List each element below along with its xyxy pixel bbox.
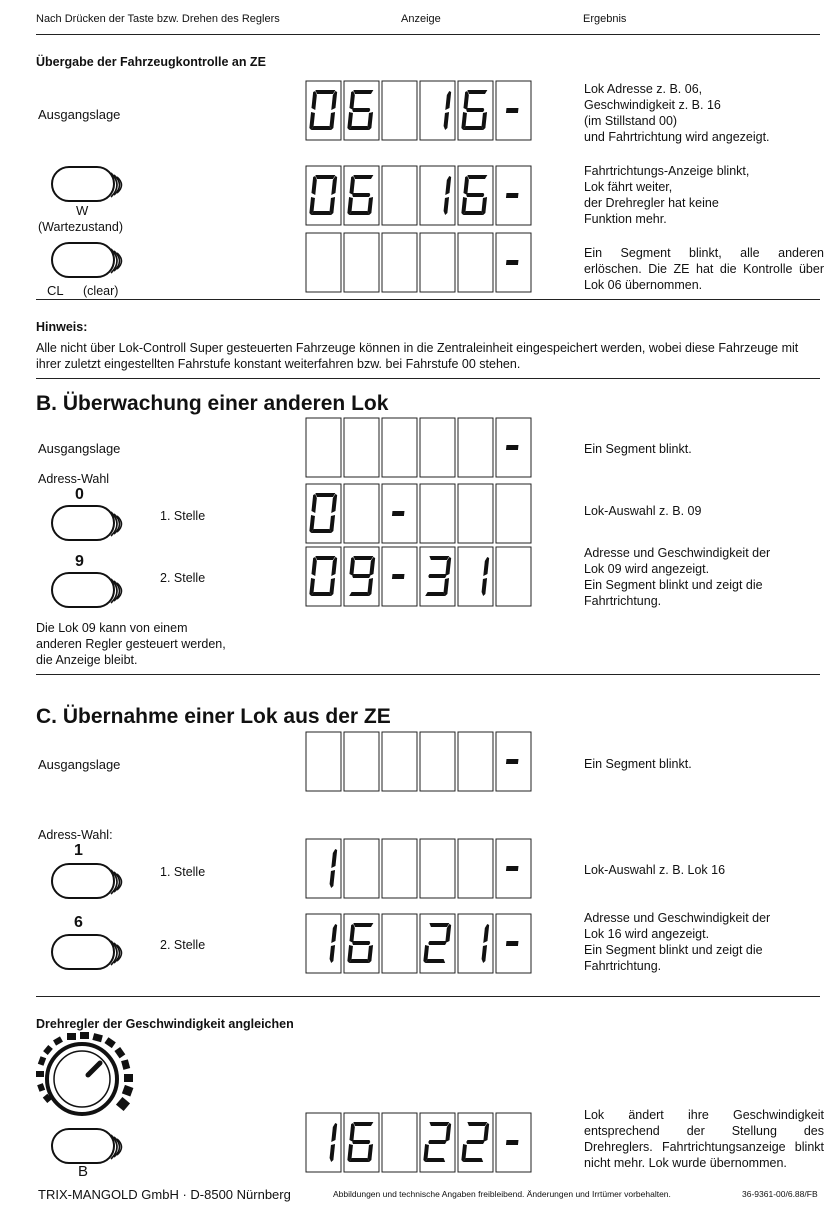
segment xyxy=(425,959,445,963)
segment xyxy=(311,592,331,596)
segment xyxy=(466,1140,484,1144)
segment xyxy=(315,175,335,179)
display-digit xyxy=(506,1140,519,1145)
display-cell xyxy=(306,233,341,292)
section-b-title: B. Überwachung einer anderen Lok xyxy=(36,392,389,415)
footer-disclaimer: Abbildungen und technische Angaben freibleibend. Änderungen und Irrtümer vorbehalten. xyxy=(333,1189,671,1199)
display-digit xyxy=(506,759,519,764)
hint-text: Alle nicht über Lok-Controll Super gesteuerten Fahrzeuge können in die Zentraleinheit eingespeichert werden, wobei diese Fahrzeuge mit ihrer zuletzt eingestellten Fahrstufe konstant weiterfahren bzw. bei Fahrstufe 00 stehen. xyxy=(36,341,799,371)
display-cell xyxy=(458,839,493,898)
knob-tick xyxy=(104,1037,115,1048)
display-digit xyxy=(506,108,519,113)
segment xyxy=(429,1122,449,1126)
segment xyxy=(349,1158,369,1162)
display-cell xyxy=(420,233,455,292)
display-cell xyxy=(420,484,455,543)
segment xyxy=(311,211,331,215)
segment xyxy=(392,511,405,516)
key-6-label: 6 xyxy=(74,914,83,931)
display-cell xyxy=(306,732,341,791)
section-c-title: C. Übernahme einer Lok aus der ZE xyxy=(36,705,391,728)
clear-button[interactable] xyxy=(50,240,126,287)
segment xyxy=(466,108,484,112)
result-a1: Fahrtrichtungs-Anzeige blinkt, Lok fährt weiter, der Drehregler hat keine Funktion mehr. xyxy=(584,164,750,226)
knob-tick xyxy=(92,1033,103,1042)
segment xyxy=(425,1158,445,1162)
display-a1 xyxy=(305,165,531,225)
clear-button-sublabel: (clear) xyxy=(83,284,119,298)
segment xyxy=(467,175,487,179)
display-a0 xyxy=(305,80,531,140)
knob-tick xyxy=(43,1045,53,1055)
segment xyxy=(506,108,519,113)
display-cell xyxy=(306,839,341,898)
display-cell xyxy=(344,484,379,543)
clear-button-label: CL xyxy=(47,283,64,298)
speed-knob[interactable] xyxy=(30,1030,138,1120)
knob-tick xyxy=(53,1036,63,1045)
segment xyxy=(315,90,335,94)
result-c0: Ein Segment blinkt. xyxy=(584,757,692,771)
display-cell xyxy=(306,81,341,140)
segment xyxy=(315,493,335,497)
display-cell xyxy=(420,81,455,140)
section-a-start-label: Ausgangslage xyxy=(38,107,121,122)
step-b1-label: 1. Stelle xyxy=(160,509,206,523)
display-cell xyxy=(382,166,417,225)
segment xyxy=(349,959,369,963)
display-cell xyxy=(382,839,417,898)
segment xyxy=(315,556,335,560)
display-digit xyxy=(392,574,405,579)
segment xyxy=(429,556,449,560)
knob-tick xyxy=(114,1047,125,1058)
display-cell xyxy=(382,914,417,973)
display-cell xyxy=(344,233,379,292)
knob-tick xyxy=(80,1032,89,1039)
display-digit xyxy=(506,260,519,265)
key-0-label: 0 xyxy=(75,486,84,503)
segment xyxy=(506,445,519,450)
display-digit xyxy=(506,866,519,871)
display-cell xyxy=(458,418,493,477)
section-b-start-label: Ausgangslage xyxy=(38,441,121,456)
display-cell xyxy=(306,484,341,543)
segment xyxy=(353,923,373,927)
w-button-label: W xyxy=(76,203,89,218)
header-col-action: Nach Drücken der Taste bzw. Drehen des Reglers xyxy=(36,13,280,25)
result-a2: Ein Segment blinkt, alle anderen erlöschen. Die ZE hat die Kontrolle über Lok 06 übernommen. xyxy=(584,246,824,292)
divider-c xyxy=(36,996,820,997)
section-b-address-label: Adress-Wahl xyxy=(38,472,110,486)
knob-tick xyxy=(121,1059,130,1070)
display-c2 xyxy=(305,913,531,973)
key-6-button[interactable] xyxy=(50,932,126,979)
result-b0: Ein Segment blinkt. xyxy=(584,442,692,456)
hint-title: Hinweis: xyxy=(36,320,88,334)
display-cell xyxy=(382,732,417,791)
result-a0: Lok Adresse z. B. 06, Geschwindigkeit z. B. 16 (im Stillstand 00) und Fahrtrichtung wird angezeigt. xyxy=(584,82,770,144)
knob-tick xyxy=(67,1033,76,1040)
divider-a xyxy=(36,299,820,300)
display-c0 xyxy=(305,731,531,791)
knob-tick xyxy=(38,1056,46,1066)
segment xyxy=(311,529,331,533)
display-cell xyxy=(306,1113,341,1172)
segment xyxy=(353,90,373,94)
footer-code: 36-9361-00/6.88/FB xyxy=(742,1189,818,1199)
display-cell xyxy=(382,233,417,292)
segment xyxy=(311,126,331,130)
segment xyxy=(506,941,519,946)
key-1-button[interactable] xyxy=(50,861,126,908)
knob-tick xyxy=(116,1097,130,1111)
step-b2-label: 2. Stelle xyxy=(160,571,206,585)
header-divider xyxy=(36,34,820,35)
step-c1-label: 1. Stelle xyxy=(160,865,206,879)
segment xyxy=(463,126,483,130)
display-b2 xyxy=(305,546,531,606)
display-cell xyxy=(306,547,341,606)
segment xyxy=(352,108,370,112)
knob-tick xyxy=(124,1074,133,1082)
display-b0 xyxy=(305,417,531,477)
key-9-label: 9 xyxy=(75,553,84,570)
segment xyxy=(463,1158,483,1162)
display-b1 xyxy=(305,483,531,543)
display-cell xyxy=(496,547,531,606)
segment xyxy=(353,1122,373,1126)
segment xyxy=(428,941,446,945)
key-9-button[interactable] xyxy=(50,570,126,617)
result-c2: Adresse und Geschwindigkeit der Lok 16 wird angezeigt. Ein Segment blinkt und zeigt die Fahrtrichtung. xyxy=(584,911,771,973)
segment xyxy=(506,1140,519,1145)
segment xyxy=(467,1122,487,1126)
display-digit xyxy=(506,941,519,946)
display-digit xyxy=(392,511,405,516)
divider-b xyxy=(36,674,820,675)
segment xyxy=(392,574,405,579)
display-digit xyxy=(506,193,519,198)
display-cell xyxy=(496,484,531,543)
segment xyxy=(349,211,369,215)
display-cell xyxy=(306,418,341,477)
segment xyxy=(349,592,369,596)
display-a2 xyxy=(305,232,531,292)
section-a-title: Übergabe der Fahrzeugkontrolle an ZE xyxy=(36,55,266,69)
result-b1: Lok-Auswahl z. B. 09 xyxy=(584,504,702,518)
divider-hint xyxy=(36,378,820,379)
display-digit xyxy=(506,445,519,450)
key-0-button[interactable] xyxy=(50,503,126,550)
segment xyxy=(353,175,373,179)
b-button-label: B xyxy=(78,1163,89,1180)
segment xyxy=(349,126,369,130)
display-cell xyxy=(420,732,455,791)
segment xyxy=(352,941,370,945)
display-cell xyxy=(458,484,493,543)
footer-company: TRIX-MANGOLD GmbH · D-8500 Nürnberg xyxy=(38,1187,291,1202)
segment xyxy=(352,1140,370,1144)
section-d-title: Drehregler der Geschwindigkeit angleichen xyxy=(36,1017,294,1031)
result-d: Lok ändert ihre Geschwindigkeit entsprechend der Stellung des Drehreglers. Fahrtrichtungsanzeige blinkt nicht mehr. Lok wurde übernommen. xyxy=(584,1108,824,1170)
segment xyxy=(352,574,370,578)
display-cell xyxy=(458,914,493,973)
segment xyxy=(428,1140,446,1144)
segment xyxy=(506,260,519,265)
segment xyxy=(467,90,487,94)
section-c-address-label: Adress-Wahl: xyxy=(38,828,113,842)
display-d xyxy=(305,1112,531,1172)
display-cell xyxy=(344,839,379,898)
segment xyxy=(352,193,370,197)
display-cell xyxy=(306,166,341,225)
display-c1 xyxy=(305,838,531,898)
segment xyxy=(506,866,519,871)
header-col-result: Ergebnis xyxy=(583,13,627,25)
display-cell xyxy=(458,732,493,791)
segment xyxy=(466,193,484,197)
display-cell xyxy=(420,839,455,898)
segment xyxy=(425,592,445,596)
display-cell xyxy=(420,166,455,225)
display-cell xyxy=(458,547,493,606)
segment xyxy=(506,759,519,764)
w-button-sublabel: (Wartezustand) xyxy=(38,220,123,234)
header-col-display: Anzeige xyxy=(401,13,441,25)
segment xyxy=(428,574,446,578)
display-cell xyxy=(420,418,455,477)
knob-tick xyxy=(36,1071,44,1077)
result-c1: Lok-Auswahl z. B. Lok 16 xyxy=(584,863,726,877)
segment xyxy=(429,923,449,927)
section-b-note: Die Lok 09 kann von einem anderen Regler gesteuert werden, die Anzeige bleibt. xyxy=(36,621,226,667)
key-1-label: 1 xyxy=(74,842,83,859)
section-c-start-label: Ausgangslage xyxy=(38,757,121,772)
segment xyxy=(506,193,519,198)
step-c2-label: 2. Stelle xyxy=(160,938,206,952)
knob-tick xyxy=(122,1085,134,1097)
knob-tick xyxy=(37,1083,45,1092)
display-cell xyxy=(458,233,493,292)
display-cell xyxy=(382,81,417,140)
display-cell xyxy=(344,732,379,791)
display-cell xyxy=(382,418,417,477)
display-cell xyxy=(382,1113,417,1172)
segment xyxy=(353,556,373,560)
result-b2: Adresse und Geschwindigkeit der Lok 09 wird angezeigt. Ein Segment blinkt und zeigt die Fahrtrichtung. xyxy=(584,546,771,608)
display-cell xyxy=(306,914,341,973)
knob-dial xyxy=(47,1044,117,1114)
segment xyxy=(463,211,483,215)
display-cell xyxy=(344,418,379,477)
